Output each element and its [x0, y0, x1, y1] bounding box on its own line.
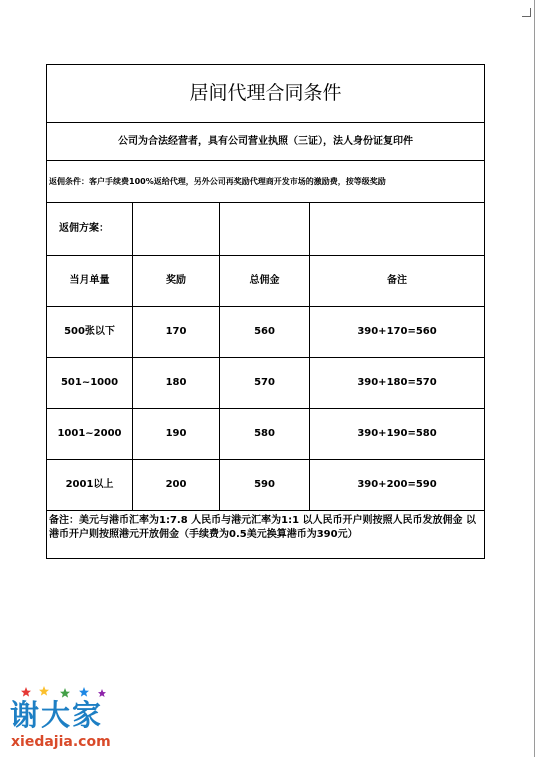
cell-remark: 390+200=590 — [310, 460, 485, 511]
rebate-plan-label: 返佣方案： — [47, 203, 133, 256]
table-row — [47, 307, 485, 358]
cell-remark: 390+180=570 — [310, 358, 485, 409]
cell-total: 560 — [220, 307, 310, 358]
plan-empty-cell — [220, 203, 310, 256]
cell-bonus: 200 — [133, 460, 220, 511]
cell-bonus: 190 — [133, 409, 220, 460]
table-row — [47, 409, 485, 460]
rebate-terms-text: 返佣条件：客户手续费100%返给代理，另外公司再奖励代理商开发市场的激励费，按等级奖励 — [47, 161, 485, 203]
star-icon — [98, 689, 106, 697]
cell-bonus: 180 — [133, 358, 220, 409]
cell-total: 570 — [220, 358, 310, 409]
cell-total: 590 — [220, 460, 310, 511]
page-edge — [534, 0, 535, 757]
header-remark: 备注 — [310, 256, 485, 307]
star-icon — [79, 687, 89, 697]
page-corner-mark — [522, 8, 531, 17]
cell-volume: 500张以下 — [47, 307, 133, 358]
table-row — [47, 358, 485, 409]
plan-empty-cell — [310, 203, 485, 256]
cell-remark: 390+190=580 — [310, 409, 485, 460]
cell-total: 580 — [220, 409, 310, 460]
cell-volume: 1001~2000 — [47, 409, 133, 460]
table-header-row — [47, 256, 485, 307]
contract-title: 居间代理合同条件 — [47, 65, 485, 123]
star-icon — [21, 687, 31, 697]
table-row — [47, 460, 485, 511]
header-total: 总佣金 — [220, 256, 310, 307]
cell-remark: 390+170=560 — [310, 307, 485, 358]
star-icon — [60, 688, 70, 698]
cell-volume: 2001以上 — [47, 460, 133, 511]
contract-table — [46, 64, 485, 559]
logo-brand-text: 谢大家 — [10, 698, 104, 732]
header-volume: 当月单量 — [47, 256, 133, 307]
cell-volume: 501~1000 — [47, 358, 133, 409]
watermark-logo — [10, 685, 120, 751]
qualification-text: 公司为合法经营者，具有公司营业执照（三证），法人身份证复印件 — [47, 123, 485, 161]
cell-bonus: 170 — [133, 307, 220, 358]
header-bonus: 奖励 — [133, 256, 220, 307]
plan-empty-cell — [133, 203, 220, 256]
star-icon — [39, 686, 49, 696]
logo-url-text: xiedajia.com — [11, 734, 111, 750]
note-text: 备注：美元与港币汇率为1:7.8 人民币与港元汇率为1:1 以人民币开户则按照人民币发放佣金 以港币开户则按照港元开放佣金（手续费为0.5美元换算港币为390元） — [47, 511, 485, 559]
